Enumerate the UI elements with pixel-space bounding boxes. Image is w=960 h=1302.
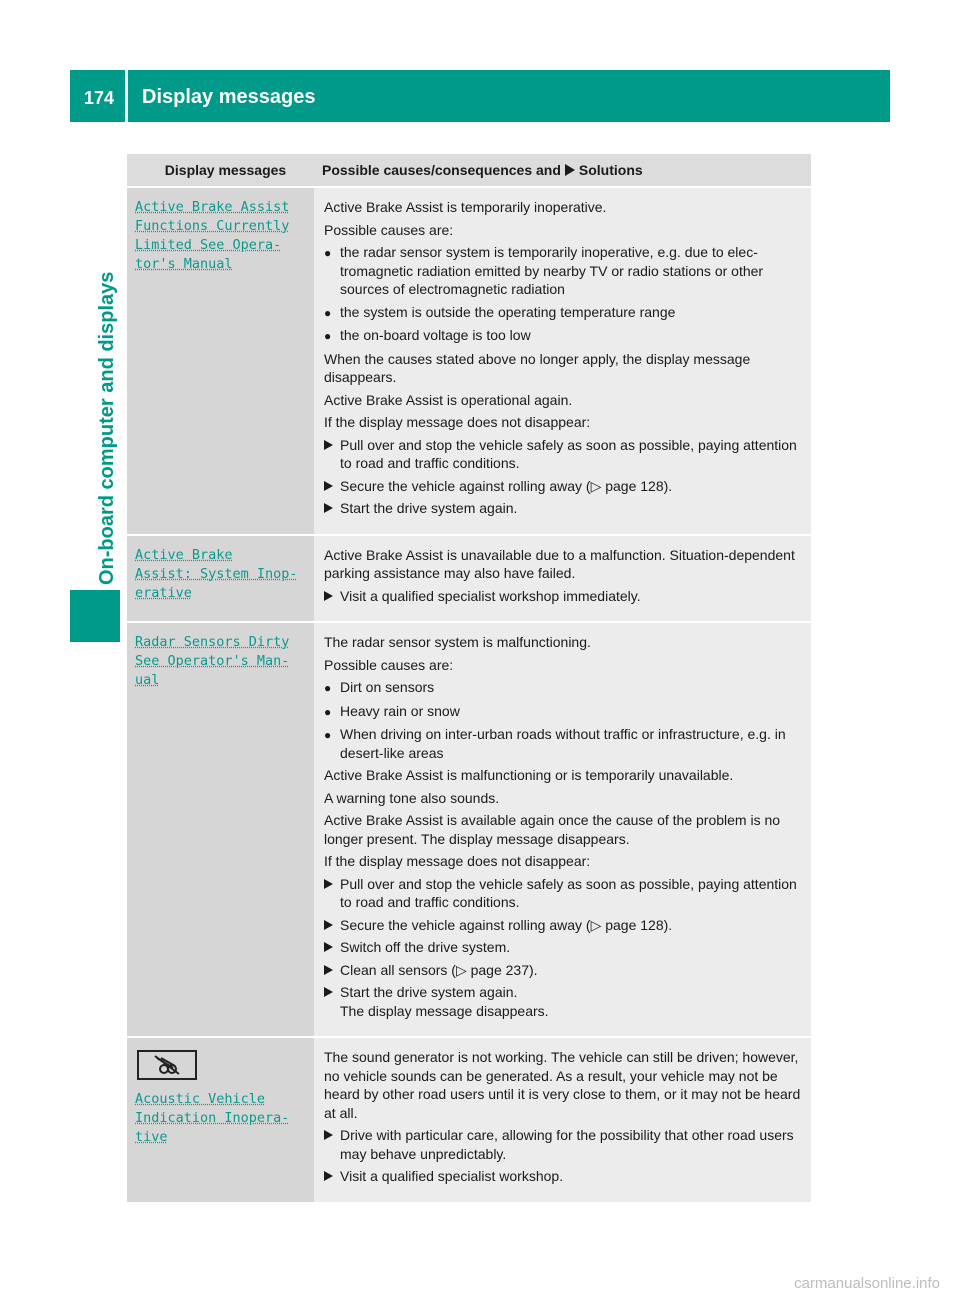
paragraph: Possible causes are: bbox=[324, 221, 454, 238]
causes-solutions-cell bbox=[314, 536, 811, 622]
display-message-line: Active Brake Assist bbox=[135, 199, 290, 215]
column-header-solutions-text: Solutions bbox=[578, 162, 643, 178]
action-arrow-icon bbox=[324, 477, 340, 496]
instruction-item bbox=[324, 436, 803, 473]
paragraph: Active Brake Assist is available again once the cause of the problem is no longer present. The display message disappears. bbox=[324, 812, 781, 847]
bullet-text: Heavy rain or snow bbox=[340, 702, 460, 719]
table-body bbox=[127, 186, 811, 1202]
paragraph: If the display message does not disappear: bbox=[324, 853, 591, 869]
instruction-text: Switch off the drive system. bbox=[340, 939, 511, 955]
bullet-icon: ● bbox=[324, 305, 332, 320]
action-arrow-icon bbox=[324, 875, 340, 912]
table-row bbox=[127, 186, 811, 534]
paragraph: Active Brake Assist is operational again. bbox=[324, 391, 573, 408]
action-arrow-icon bbox=[324, 587, 340, 606]
instruction-text: Clean all sensors (▷ page 237). bbox=[340, 961, 538, 978]
instruction-item bbox=[324, 499, 803, 518]
action-arrow-icon bbox=[324, 1126, 340, 1163]
paragraph: Active Brake Assist is unavailable due to a malfunction. Situation-dependent parking assistance may also have failed. bbox=[324, 546, 795, 581]
display-message-line: See Operator's Man‐ bbox=[135, 653, 290, 669]
side-tab-label: On-board computer and displays bbox=[96, 271, 118, 585]
action-arrow-icon bbox=[324, 938, 340, 957]
instruction-item bbox=[324, 587, 803, 606]
bullet-item bbox=[324, 243, 803, 299]
table-row bbox=[127, 534, 811, 622]
bullet-text: Dirt on sensors bbox=[340, 679, 435, 695]
column-header-causes bbox=[314, 162, 811, 178]
display-message-line: Functions Currently bbox=[135, 218, 290, 234]
bullet-item bbox=[324, 725, 803, 762]
table-row bbox=[127, 621, 811, 1036]
action-arrow-icon bbox=[324, 961, 340, 980]
instruction-item bbox=[324, 983, 803, 1020]
display-message-line: tive bbox=[135, 1129, 168, 1145]
action-arrow-icon bbox=[324, 499, 340, 518]
display-message-line: ual bbox=[135, 672, 160, 688]
crossed-out-sound-icon bbox=[137, 1050, 197, 1080]
action-arrow-icon bbox=[324, 983, 340, 1020]
bullet-item bbox=[324, 303, 803, 323]
instruction-item bbox=[324, 961, 803, 980]
paragraph: The sound generator is not working. The vehicle can still be driven; however, no vehicle sounds can be generated. As a result, your vehicle may not be heard by other road users until it is very close to them, or it may not be heard at all. bbox=[324, 1049, 801, 1121]
instruction-item bbox=[324, 938, 803, 957]
bullet-item bbox=[324, 702, 803, 722]
bullet-icon: ● bbox=[324, 329, 332, 343]
bullet-text: the system is outside the operating temperature range bbox=[340, 303, 676, 320]
instruction-text: Secure the vehicle against rolling away (▷ page 128). bbox=[340, 477, 673, 494]
display-message-cell bbox=[127, 536, 314, 622]
header-divider bbox=[125, 70, 128, 122]
paragraph: If the display message does not disappear: bbox=[324, 414, 591, 430]
bullet-item bbox=[324, 326, 803, 346]
display-message-line: Radar Sensors Dirty bbox=[135, 634, 290, 650]
action-arrow-icon bbox=[324, 436, 340, 473]
display-message-cell bbox=[127, 1038, 314, 1202]
action-arrow-icon bbox=[324, 1167, 340, 1186]
display-message-line: Indication Inopera‐ bbox=[135, 1110, 290, 1126]
causes-solutions-cell bbox=[314, 1038, 811, 1202]
bullet-text: When driving on inter-urban roads without traffic or infrastructure, e.g. in desert-like areas bbox=[340, 726, 786, 761]
instruction-text: Start the drive system again. The display message disappears. bbox=[340, 984, 549, 1019]
display-message-line: Assist: System Inop‐ bbox=[135, 565, 298, 582]
instruction-text: Visit a qualified specialist workshop immediately. bbox=[340, 587, 641, 604]
bullet-text: the on-board voltage is too low bbox=[340, 327, 531, 343]
instruction-item bbox=[324, 916, 803, 935]
action-arrow-icon bbox=[324, 916, 340, 935]
paragraph: Possible causes are: bbox=[324, 656, 454, 673]
instruction-text: Drive with particular care, allowing for the possibility that other road users may behave unpredictably. bbox=[340, 1127, 794, 1162]
instruction-item bbox=[324, 875, 803, 912]
instruction-text: Start the drive system again. bbox=[340, 500, 518, 516]
table-header bbox=[127, 154, 811, 186]
instruction-text: Pull over and stop the vehicle safely as soon as possible, paying attention to road and traffic conditions. bbox=[340, 875, 797, 910]
display-message-cell bbox=[127, 188, 314, 534]
column-header-causes-text: Possible causes/consequences and bbox=[322, 162, 561, 178]
side-tab-block bbox=[70, 590, 120, 642]
arrow-icon bbox=[565, 164, 575, 176]
bullet-item bbox=[324, 678, 803, 698]
page-title: Display messages bbox=[142, 86, 316, 108]
bullet-icon: ● bbox=[324, 704, 332, 719]
display-message-cell bbox=[127, 623, 314, 1036]
instruction-text: Visit a qualified specialist workshop. bbox=[340, 1168, 564, 1184]
bullet-icon: ● bbox=[324, 681, 332, 695]
display-message-line: tor's Manual bbox=[135, 256, 233, 272]
instruction-text: Secure the vehicle against rolling away (▷ page 128). bbox=[340, 916, 673, 933]
display-message-line: Acoustic Vehicle bbox=[135, 1091, 266, 1107]
instruction-item bbox=[324, 477, 803, 496]
table-row bbox=[127, 1036, 811, 1202]
display-message-line: Limited See Opera‐ bbox=[135, 237, 282, 253]
paragraph: Active Brake Assist is temporarily inoperative. bbox=[324, 199, 607, 215]
instruction-text: Pull over and stop the vehicle safely as soon as possible, paying attention to road and traffic conditions. bbox=[340, 436, 797, 471]
causes-solutions-cell bbox=[314, 623, 811, 1036]
bullet-icon: ● bbox=[324, 246, 332, 260]
column-header-messages: Display messages bbox=[164, 162, 287, 178]
instruction-item bbox=[324, 1126, 803, 1163]
watermark: carmanualsonline.info bbox=[794, 1275, 940, 1292]
messages-table bbox=[127, 154, 811, 1202]
paragraph: A warning tone also sounds. bbox=[324, 789, 500, 806]
bullet-text: the radar sensor system is temporarily inoperative, e.g. due to elec‐tromagnetic radiation emitted by nearby TV or radio stations or other sources of electromagnetic radiation bbox=[340, 244, 764, 297]
paragraph: When the causes stated above no longer apply, the display message disappears. bbox=[324, 350, 751, 385]
causes-solutions-cell bbox=[314, 188, 811, 534]
paragraph: The radar sensor system is malfunctioning. bbox=[324, 634, 591, 650]
instruction-item bbox=[324, 1167, 803, 1186]
display-message-line: Active Brake bbox=[135, 546, 233, 563]
bullet-icon: ● bbox=[324, 728, 332, 742]
page-number: 174 bbox=[84, 88, 115, 108]
paragraph: Active Brake Assist is malfunctioning or is temporarily unavailable. bbox=[324, 767, 734, 783]
display-message-line: erative bbox=[135, 584, 192, 601]
